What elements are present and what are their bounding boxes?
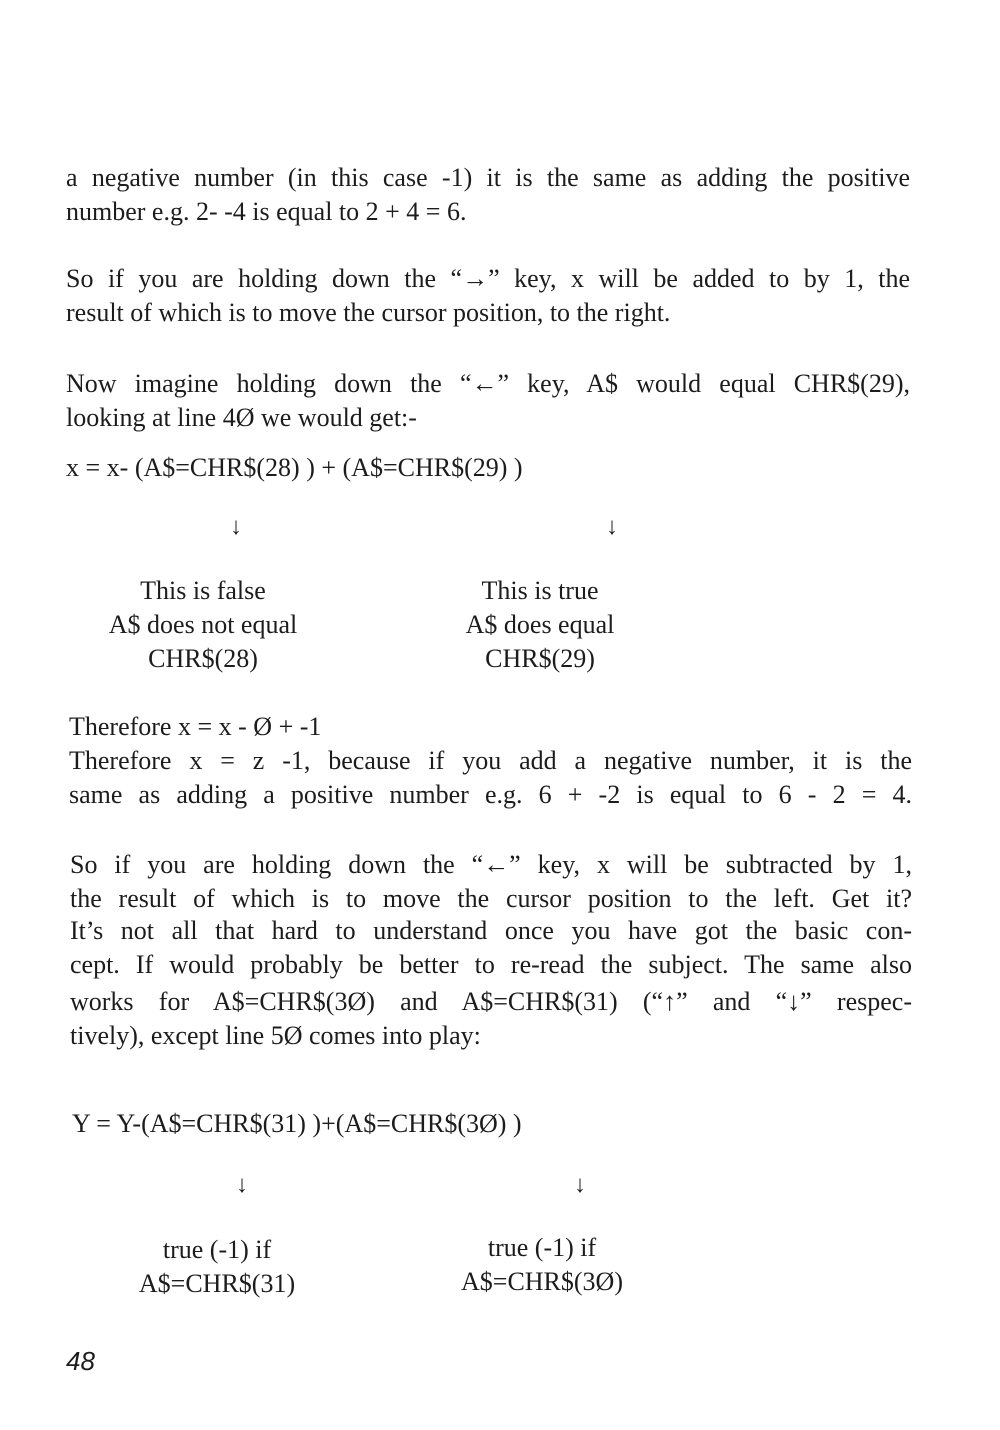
page-number: 48 (66, 1346, 95, 1376)
annotation-line: true (-1) if (162, 1235, 272, 1264)
paragraph-4-line-3: same as adding a positive number e.g. 6 + -2 is equal to 6 - 2 = 4. (69, 780, 912, 809)
down-arrow-icon: ↓ (230, 514, 242, 540)
annotation-line: CHR$(29) (485, 644, 595, 673)
paragraph-4-line-2: Therefore x = z -1, because if you add a negative number, it is the (69, 746, 912, 775)
paragraph-1-line-1: a negative number (in this case -1) it is the same as adding the positive (66, 163, 910, 192)
paragraph-2-line-2: result of which is to move the cursor position, to the right. (66, 298, 671, 327)
annotation-line: A$ does equal (465, 610, 615, 639)
paragraph-5-line-5: works for A$=CHR$(3Ø) and A$=CHR$(31) (“↑” and “↓” respec- (70, 987, 912, 1016)
equation-2: Y = Y-(A$=CHR$(31) )+(A$=CHR$(3Ø) ) (72, 1109, 522, 1138)
annotation-line: A$ does not equal (108, 610, 298, 639)
annotation-line: A$=CHR$(31) (138, 1269, 296, 1298)
annotation-line: CHR$(28) (148, 644, 258, 673)
paragraph-5-line-1: So if you are holding down the “←” key, x will be subtracted by 1, (70, 850, 912, 879)
equation-1: x = x- (A$=CHR$(28) ) + (A$=CHR$(29) ) (66, 453, 523, 482)
paragraph-1-line-2: number e.g. 2- -4 is equal to 2 + 4 = 6. (66, 197, 467, 226)
paragraph-5-line-2: the result of which is to move the cursor position to the left. Get it? (70, 884, 912, 913)
paragraph-4-line-1: Therefore x = x - Ø + -1 (69, 712, 322, 741)
equation-2-left-annotation (110, 1233, 324, 1301)
annotation-line: This is true (481, 576, 599, 605)
down-arrow-icon: ↓ (574, 1172, 586, 1198)
paragraph-3-line-2: looking at line 4Ø we would get:- (66, 403, 417, 432)
equation-2-right-annotation (436, 1231, 648, 1299)
equation-1-right-annotation (440, 574, 640, 676)
annotation-line: A$=CHR$(3Ø) (461, 1267, 623, 1296)
down-arrow-icon: ↓ (236, 1172, 248, 1198)
annotation-line: true (-1) if (487, 1233, 597, 1262)
paragraph-3-line-1: Now imagine holding down the “←” key, A$ would equal CHR$(29), (66, 369, 910, 398)
paragraph-5-line-6: tively), except line 5Ø comes into play: (70, 1021, 481, 1050)
paragraph-5-line-4: cept. If would probably be better to re-read the subject. The same also (70, 950, 912, 979)
paragraph-2-line-1: So if you are holding down the “→” key, x will be added to by 1, the (66, 264, 910, 293)
paragraph-5-line-3: It’s not all that hard to understand once you have got the basic con- (70, 916, 912, 945)
annotation-line: This is false (140, 576, 266, 605)
down-arrow-icon: ↓ (606, 514, 618, 540)
equation-1-left-annotation (80, 574, 326, 676)
